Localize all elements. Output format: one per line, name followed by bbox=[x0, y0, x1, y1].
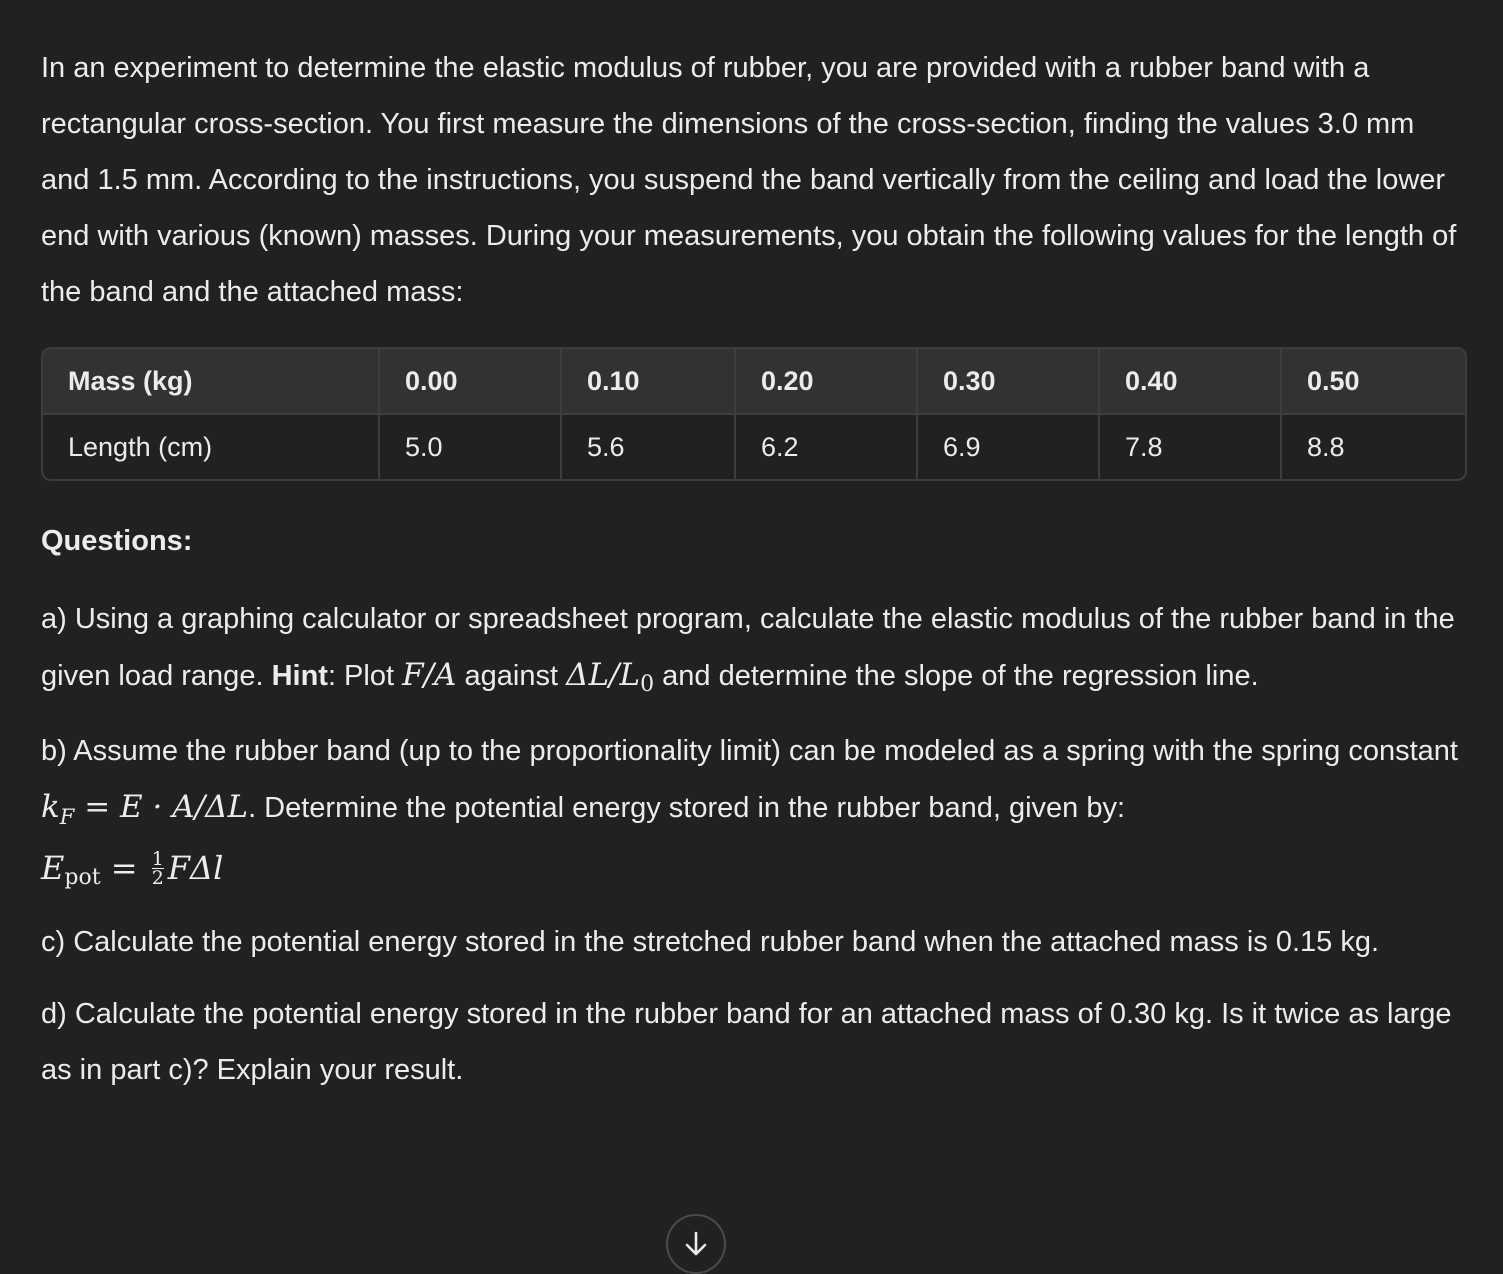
table-cell: 5.6 bbox=[561, 414, 735, 479]
problem-intro: In an experiment to determine the elastic modulus of rubber, you are provided with a rubber band with a rectangular cross-section. You first measure the dimensions of the cross-section, finding the values 3.0 mm and 1.5 mm. According to the instructions, you suspend the band vertically from the ceiling and load the lower end with various (known) masses. During your measurements, you obtain the following values for the length of the band and the attached mass: bbox=[41, 52, 1457, 308]
table-header-cell: 0.40 bbox=[1099, 349, 1281, 414]
question-b-text-block bbox=[41, 723, 1465, 838]
table-cell: 6.2 bbox=[735, 414, 917, 479]
formula-fraction bbox=[151, 847, 164, 889]
table-header-cell: 0.10 bbox=[561, 349, 735, 414]
question-a-text: : Plot bbox=[327, 660, 403, 692]
arrow-down-icon bbox=[684, 1230, 708, 1272]
table-header-cell: 0.50 bbox=[1281, 349, 1465, 414]
table-cell: 5.0 bbox=[379, 414, 561, 479]
math-spring-constant bbox=[41, 789, 249, 829]
table-cell: 8.8 bbox=[1307, 431, 1345, 462]
table-cell: 6.9 bbox=[917, 414, 1099, 479]
math-force-over-area: F/A bbox=[402, 657, 457, 693]
table-header-cell: Mass (kg) bbox=[43, 349, 379, 414]
question-b bbox=[41, 723, 1465, 898]
question-a bbox=[41, 591, 1465, 707]
hint-label: Hint bbox=[271, 660, 328, 692]
table-cell: Length (cm) bbox=[43, 414, 379, 479]
scroll-to-bottom-button[interactable] bbox=[666, 1214, 726, 1274]
formula-lhs-sub: pot bbox=[64, 865, 101, 890]
math-k-expression: = E · A/ΔL bbox=[74, 789, 249, 825]
fraction-denominator: 2 bbox=[151, 866, 164, 889]
question-a-text: and determine the slope of the regression line. bbox=[654, 660, 1259, 692]
question-a-text: against bbox=[456, 660, 567, 692]
table-row bbox=[43, 414, 1465, 479]
question-b-text: b) Assume the rubber band (up to the proportionality limit) can be modeled as a spring with the spring constant bbox=[41, 735, 1458, 767]
math-strain bbox=[566, 657, 655, 697]
formula-equals: = bbox=[100, 849, 148, 887]
math-strain-sub: 0 bbox=[640, 672, 655, 697]
fraction-numerator: 1 bbox=[151, 847, 164, 870]
table-cell: 7.8 bbox=[1099, 414, 1281, 479]
table-header-row bbox=[43, 349, 1465, 414]
table-header-cell: 0.30 bbox=[917, 349, 1099, 414]
math-k: k bbox=[41, 789, 60, 825]
formula-rhs: FΔl bbox=[167, 849, 224, 887]
formula-lhs: E bbox=[41, 849, 65, 887]
question-a-text: a) Using a graphing calculator or spreadsheet program, calculate the elastic modulus of the rubber band in the given load range. bbox=[41, 603, 1455, 692]
math-strain-main: ΔL/L bbox=[566, 657, 641, 693]
math-k-sub: F bbox=[59, 805, 75, 829]
questions-heading: Questions: bbox=[41, 525, 193, 557]
question-b-text: . Determine the potential energy stored in the rubber band, given by: bbox=[248, 792, 1126, 824]
data-table bbox=[41, 347, 1467, 481]
potential-energy-formula bbox=[41, 838, 1465, 898]
question-d: d) Calculate the potential energy stored in the rubber band for an attached mass of 0.30 kg. Is it twice as large as in part c)? Explain your result. bbox=[41, 998, 1452, 1086]
table-header-cell: 0.20 bbox=[735, 349, 917, 414]
message-content bbox=[41, 40, 1465, 1098]
table-header-cell: 0.00 bbox=[379, 349, 561, 414]
question-c: c) Calculate the potential energy stored in the stretched rubber band when the attached mass is 0.15 kg. bbox=[41, 926, 1380, 958]
